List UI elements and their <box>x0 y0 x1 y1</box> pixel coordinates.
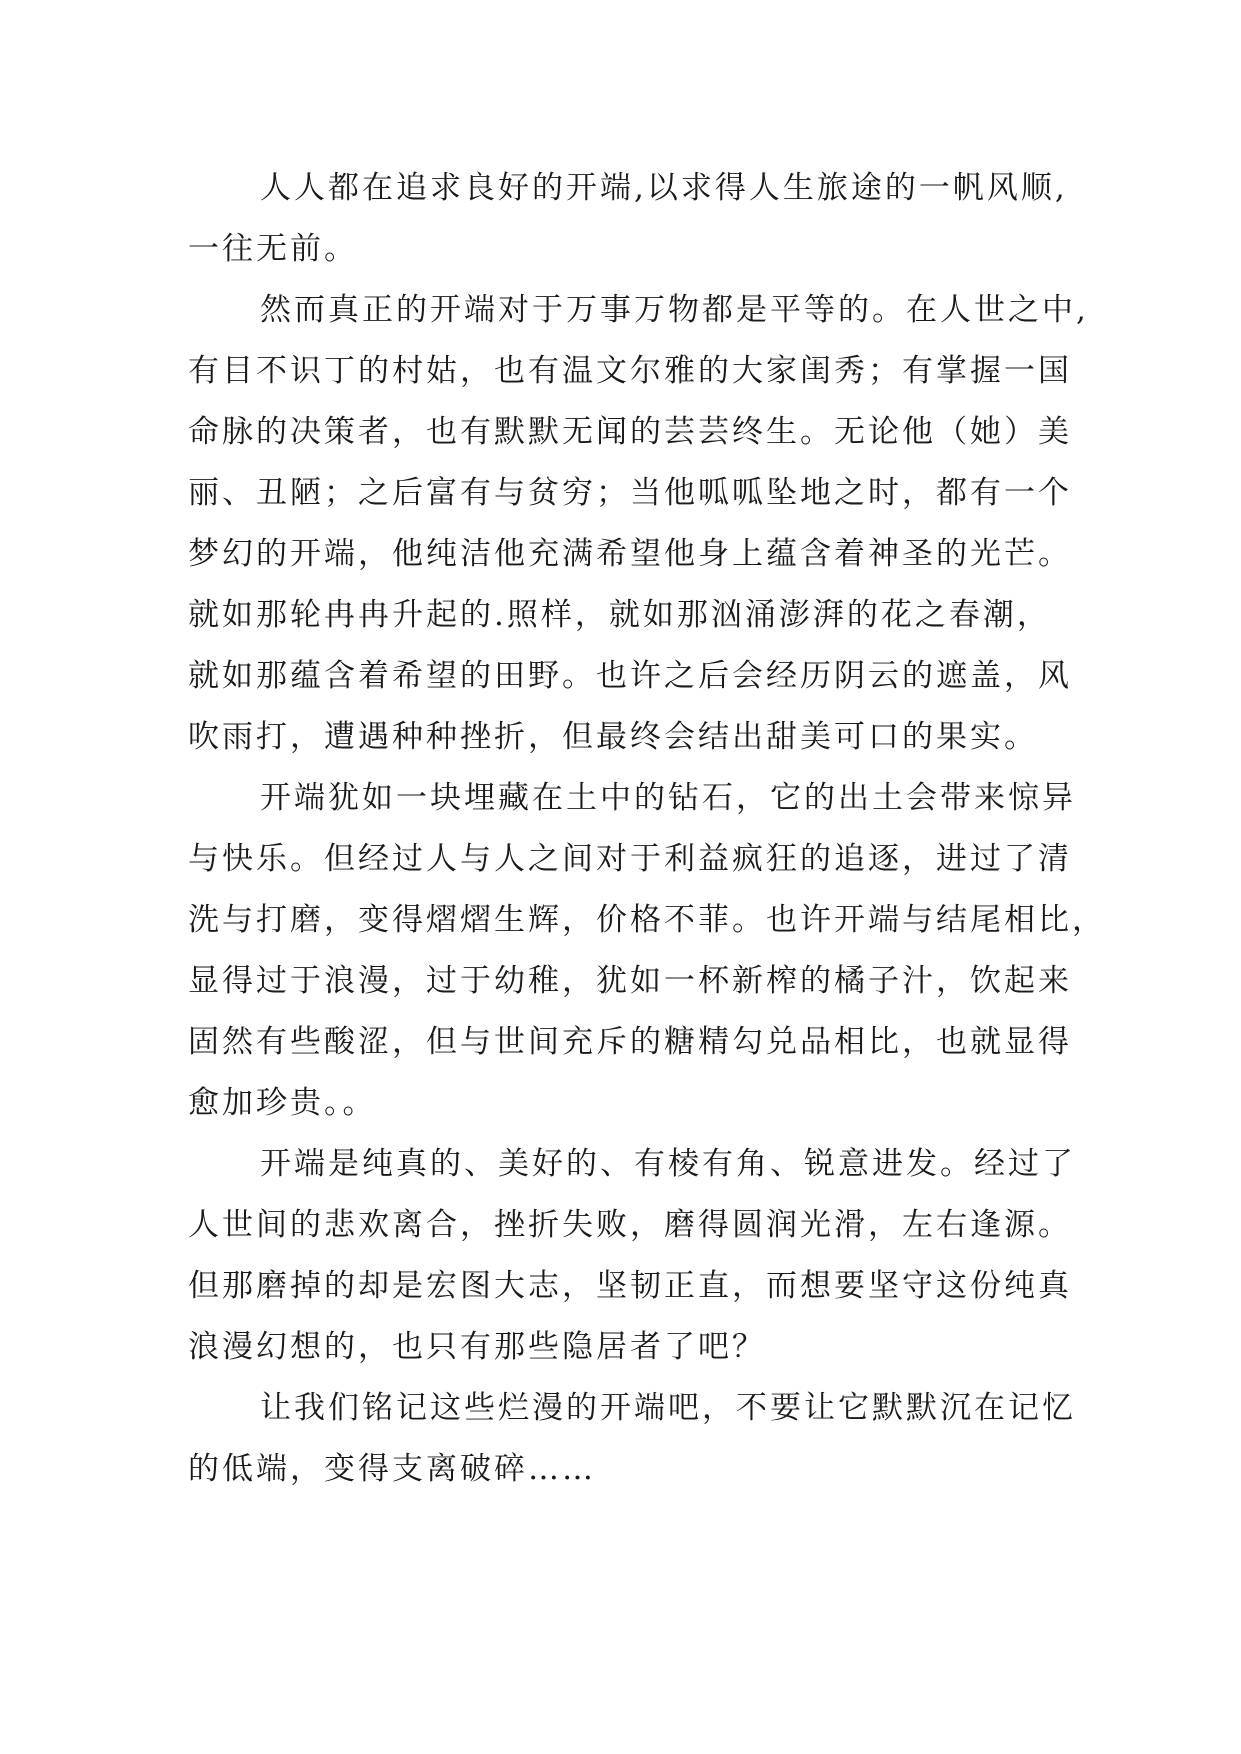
text-line: 人世间的悲欢离合，挫折失败，磨得圆润光滑，左右逢源。 <box>188 1207 1072 1243</box>
text-line: 就如那蕴含着希望的田野。也许之后会经历阴云的遮盖，风 <box>188 658 1072 694</box>
text-line: 浪漫幻想的，也只有那些隐居者了吧？ <box>188 1329 766 1365</box>
text-line: 有目不识丁的村姑，也有温文尔雅的大家闺秀；有掌握一国 <box>188 353 1072 389</box>
text-line: 让我们铭记这些烂漫的开端吧，不要让它默默沉在记忆 <box>260 1390 1076 1426</box>
text-line: 丽、丑陋；之后富有与贫穷；当他呱呱坠地之时，都有一个 <box>188 475 1072 511</box>
text-line: 人人都在追求良好的开端,以求得人生旅途的一帆风顺, <box>260 170 1068 206</box>
text-line: 命脉的决策者，也有默默无闻的芸芸终生。无论他（她）美 <box>188 414 1072 450</box>
text-line: 就如那轮冉冉升起的.照样，就如那汹涌澎湃的花之春潮， <box>188 597 1051 633</box>
text-line: 愈加珍贵。。 <box>188 1085 377 1121</box>
text-line: 与快乐。但经过人与人之间对于利益疯狂的追逐，进过了清 <box>188 841 1072 877</box>
text-line: 开端犹如一块埋藏在土中的钻石，它的出土会带来惊异 <box>260 780 1076 816</box>
text-line: 吹雨打，遭遇种种挫折，但最终会结出甜美可口的果实。 <box>188 719 1038 755</box>
essay-body <box>188 158 1106 1500</box>
text-line: 但那磨掉的却是宏图大志，坚韧正直，而想要坚守这份纯真 <box>188 1268 1072 1304</box>
text-line: 洗与打磨，变得熠熠生辉，价格不菲。也许开端与结尾相比， <box>188 902 1106 938</box>
text-line: 梦幻的开端，他纯洁他充满希望他身上蕴含着神圣的光芒。 <box>188 536 1072 572</box>
text-line: 一往无前。 <box>188 231 358 267</box>
text-line: 然而真正的开端对于万事万物都是平等的。在人世之中, <box>260 292 1089 328</box>
text-line: 开端是纯真的、美好的、有棱有角、锐意进发。经过了 <box>260 1146 1076 1182</box>
text-line: 显得过于浪漫，过于幼稚，犹如一杯新榨的橘子汁，饮起来 <box>188 963 1072 999</box>
text-line: 的低端，变得支离破碎…… <box>188 1451 596 1487</box>
text-line: 固然有些酸涩，但与世间充斥的糖精勾兑品相比，也就显得 <box>188 1024 1072 1060</box>
